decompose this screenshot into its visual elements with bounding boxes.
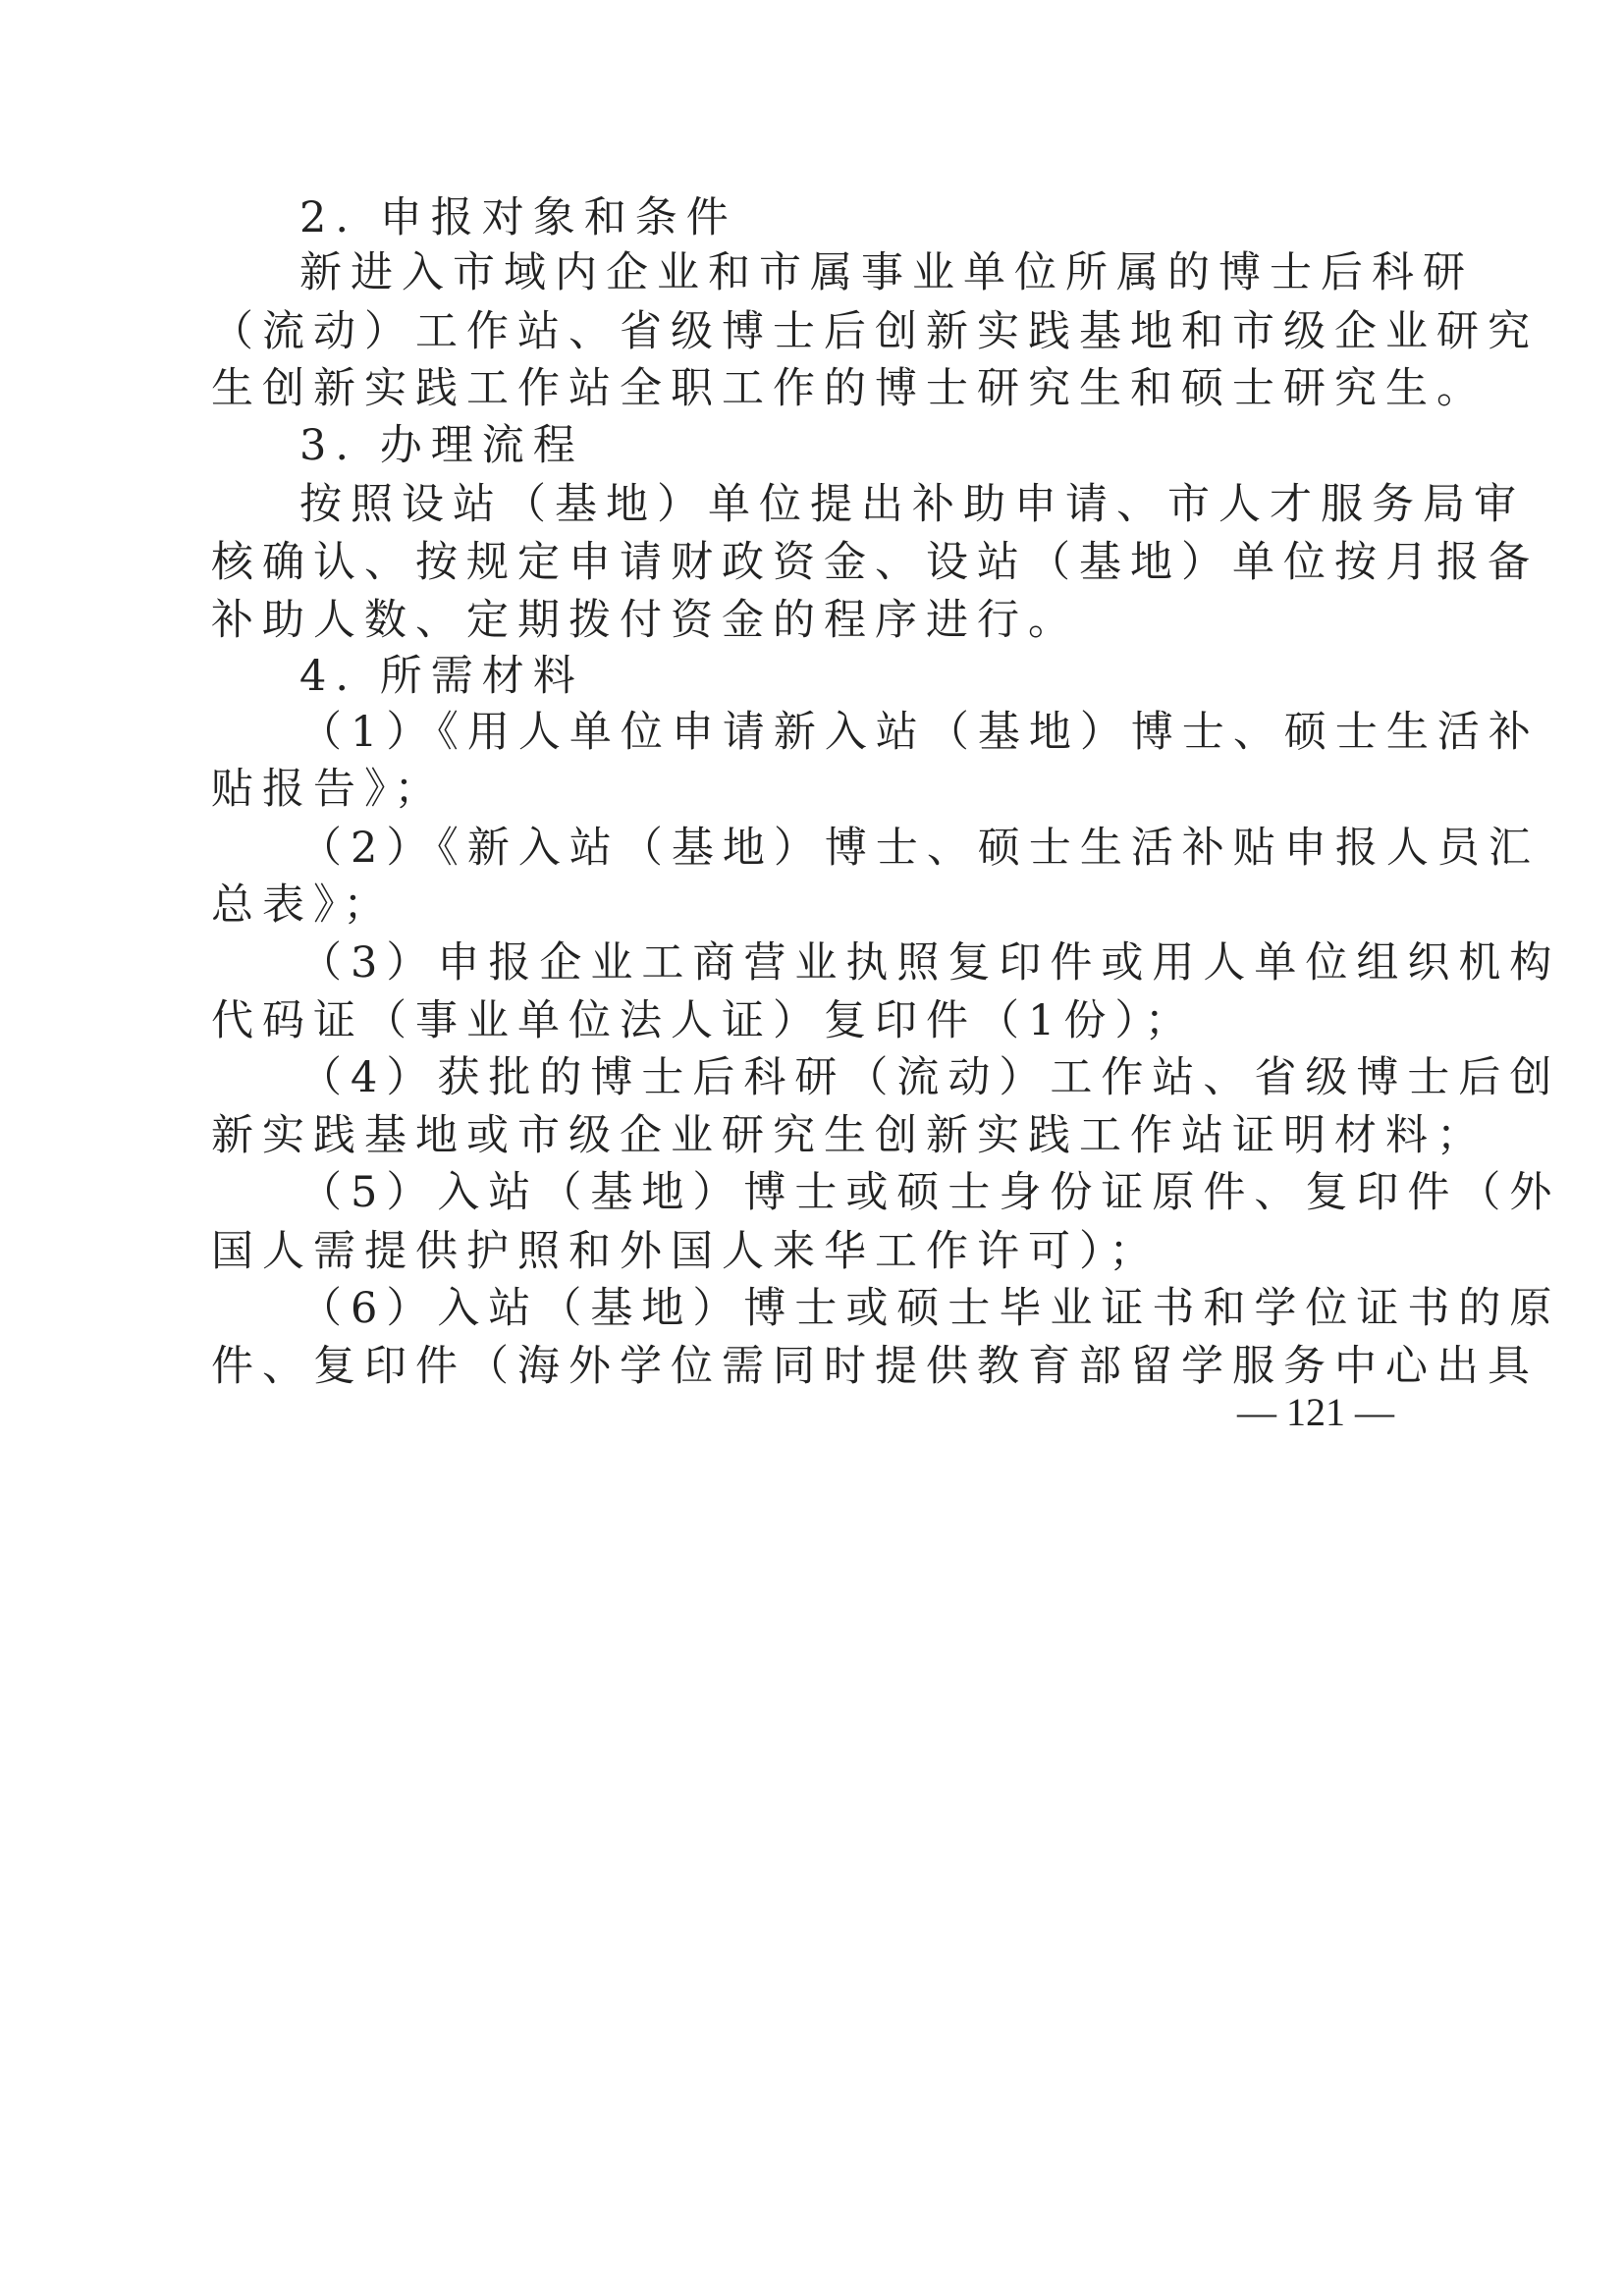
section-2-heading: 2. 申报对象和条件 xyxy=(299,193,737,242)
section-2-paragraph-line: 新进入市域内企业和市属事业单位所属的博士后科研 xyxy=(299,248,1474,297)
material-item-1-line: （1）《用人单位申请新入站（基地）博士、硕士生活补 xyxy=(299,708,1540,757)
section-4-heading: 4. 所需材料 xyxy=(299,652,584,701)
material-item-6-line: 件、复印件（海外学位需同时提供教育部留学服务中心出具 xyxy=(211,1342,1539,1391)
section-3-heading: 3. 办理流程 xyxy=(299,421,584,470)
material-item-6-line: （6）入站（基地）博士或硕士毕业证书和学位证书的原 xyxy=(299,1284,1561,1333)
material-item-3-line: （3）申报企业工商营业执照复印件或用人单位组织机构 xyxy=(299,938,1561,988)
material-item-4-line: 新实践基地或市级企业研究生创新实践工作站证明材料； xyxy=(211,1111,1488,1160)
material-item-5-line: 国人需提供护照和外国人来华工作许可）； xyxy=(211,1227,1161,1276)
section-3-paragraph-line: 补助人数、定期拨付资金的程序进行。 xyxy=(211,596,1079,645)
material-item-5-line: （5）入站（基地）博士或硕士身份证原件、复印件（外 xyxy=(299,1168,1561,1217)
material-item-2-line: （2）《新入站（基地）博士、硕士生活补贴申报人员汇 xyxy=(299,824,1540,873)
page-number: — 121 — xyxy=(1237,1390,1394,1434)
material-item-4-line: （4）获批的博士后科研（流动）工作站、省级博士后创 xyxy=(299,1053,1561,1102)
material-item-3-line: 代码证（事业单位法人证）复印件（1份）； xyxy=(211,996,1196,1045)
material-item-2-line: 总表》； xyxy=(211,881,395,930)
section-2-paragraph-line: （流动）工作站、省级博士后创新实践基地和市级企业研究 xyxy=(211,307,1539,356)
section-3-paragraph-line: 按照设站（基地）单位提出补助申请、市人才服务局审 xyxy=(299,480,1525,529)
section-3-paragraph-line: 核确认、按规定申请财政资金、设站（基地）单位按月报备 xyxy=(211,538,1539,587)
material-item-1-line: 贴报告》； xyxy=(211,765,446,814)
section-2-paragraph-line: 生创新实践工作站全职工作的博士研究生和硕士研究生。 xyxy=(211,364,1488,413)
